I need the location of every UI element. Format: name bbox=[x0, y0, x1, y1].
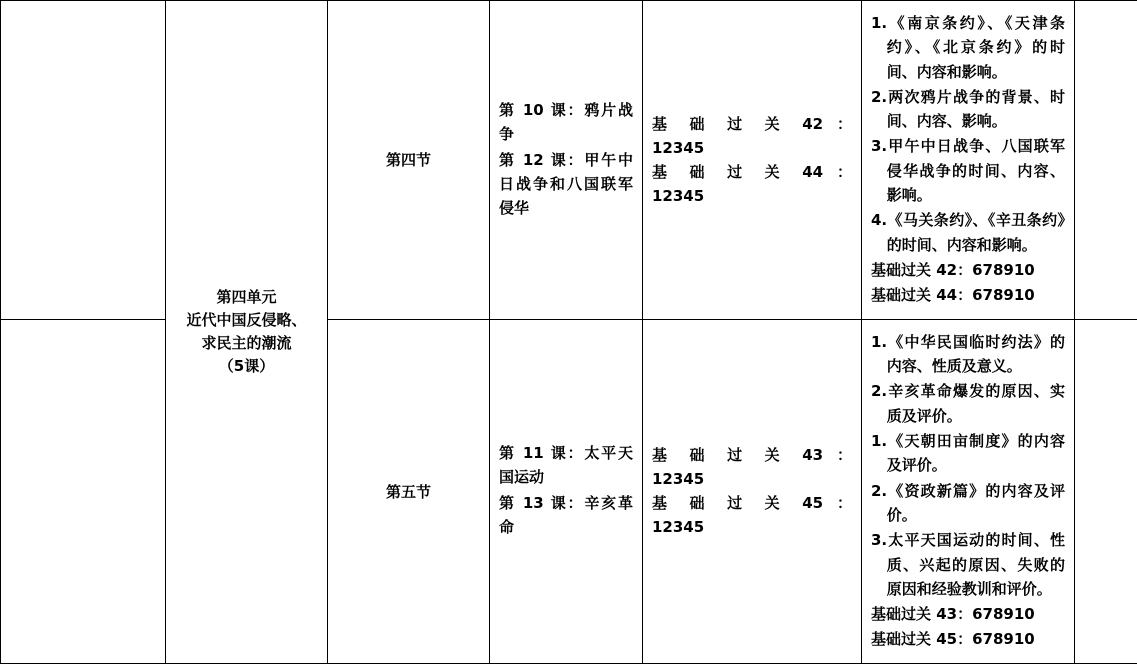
section-cell-1 bbox=[328, 1, 490, 320]
point-item: 4.《马关条约》、《辛丑条约》的时间、内容和影响。 bbox=[871, 211, 1065, 254]
section-label-1: 第四节 bbox=[385, 151, 431, 170]
pass-numbers: 12345 bbox=[652, 470, 705, 489]
point-item: 基础过关 43：678910 bbox=[871, 605, 1035, 624]
point-item: 基础过关 44：678910 bbox=[871, 286, 1035, 305]
lessons-cell-1 bbox=[490, 1, 643, 320]
section-label-2: 第五节 bbox=[385, 482, 431, 501]
pass-entry bbox=[652, 112, 852, 160]
point-item: 3.太平天国运动的时间、性质、兴起的原因、失败的原因和经验教训和评价。 bbox=[871, 531, 1065, 598]
table-row bbox=[1, 1, 1137, 320]
point-item: 2.两次鸦片战争的背景、时间、内容、影响。 bbox=[871, 87, 1065, 131]
lesson-item: 第 13 课：辛亥革命 bbox=[499, 494, 633, 537]
point-item: 1.《中华民国临时约法》的内容、性质及意义。 bbox=[871, 332, 1065, 376]
unit-line-2: 近代中国反侵略、 bbox=[186, 310, 307, 329]
lesson-item: 第 11 课：太平天国运动 bbox=[499, 444, 633, 487]
lesson-item: 第 12 课：甲午中日战争和八国联军侵华 bbox=[499, 150, 633, 217]
pass-entry bbox=[652, 160, 852, 208]
point-item: 基础过关 45：678910 bbox=[871, 630, 1035, 649]
section-cell-2 bbox=[328, 319, 490, 663]
points-cell-2 bbox=[862, 319, 1075, 663]
pass-title: 基 础 过 关 44 ： bbox=[652, 162, 852, 181]
lesson-item: 第 10 课：鸦片战争 bbox=[499, 100, 633, 143]
unit-line-4: （5课） bbox=[218, 357, 275, 376]
point-item: 3.甲午中日战争、八国联军侵华战争的时间、内容、影响。 bbox=[871, 137, 1065, 205]
point-item: 1.《南京条约》、《天津条约》、《北京条约》的时间、内容和影响。 bbox=[871, 13, 1065, 81]
row1-leading-blank-cell bbox=[1, 1, 166, 320]
row2-leading-blank-cell bbox=[1, 319, 166, 663]
pass-numbers: 12345 bbox=[652, 518, 705, 537]
unit-line-1: 第四单元 bbox=[216, 287, 277, 306]
row2-trailing-blank-cell bbox=[1075, 319, 1137, 663]
pass-numbers: 12345 bbox=[652, 138, 705, 157]
point-item: 2.辛亥革命爆发的原因、实质及评价。 bbox=[871, 382, 1065, 425]
point-item: 基础过关 42：678910 bbox=[871, 260, 1035, 279]
pass-cell-2 bbox=[643, 319, 862, 663]
pass-title: 基 础 过 关 42 ： bbox=[652, 114, 852, 133]
unit-line-3: 求民主的潮流 bbox=[201, 334, 292, 352]
lessons-cell-2 bbox=[490, 319, 643, 663]
unit-cell bbox=[166, 1, 328, 664]
pass-entry bbox=[652, 443, 852, 491]
points-cell-1 bbox=[862, 1, 1075, 320]
pass-entry bbox=[652, 491, 852, 539]
pass-numbers: 12345 bbox=[652, 186, 705, 205]
point-item: 1.《天朝田亩制度》的内容及评价。 bbox=[871, 432, 1065, 475]
row1-trailing-blank-cell bbox=[1075, 1, 1137, 320]
pass-cell-1 bbox=[643, 1, 862, 320]
pass-title: 基 础 过 关 45 ： bbox=[652, 494, 852, 513]
pass-title: 基 础 过 关 43 ： bbox=[652, 446, 852, 465]
point-item: 2.《资政新篇》的内容及评价。 bbox=[871, 481, 1065, 524]
